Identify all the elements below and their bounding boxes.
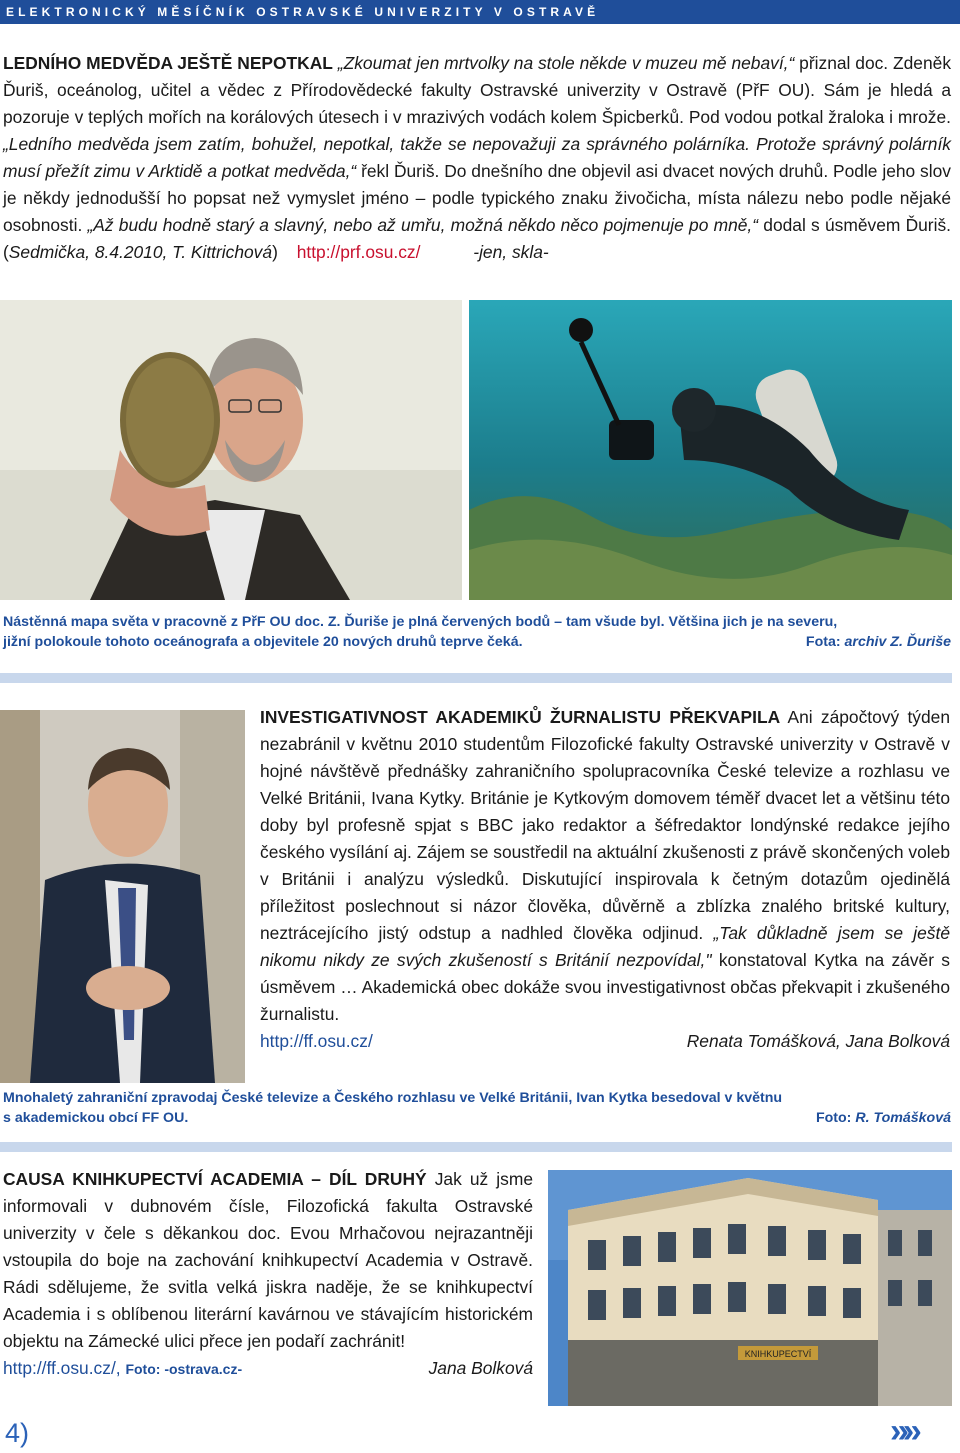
article2-link[interactable]: http://ff.osu.cz/ xyxy=(260,1031,373,1051)
article2-caption-line1: Mnohaletý zahraniční zpravodaj České televize a Českého rozhlasu ve Velké Británii, Ivan Kytka besedoval v květnu xyxy=(3,1090,783,1106)
article1-quote1: „Zkoumat jen mrtvolky na stole někde v muzeu mě nebaví,“ xyxy=(337,53,795,73)
article1-headline: LEDNÍHO MEDVĚDA JEŠTĚ NEPOTKAL xyxy=(3,53,333,73)
article2-text1: Ani zápočtový týden nezabránil v květnu 2010 studentům Filozofické fakulty Ostravské univerzity v Ostravě v hojné návštěvě přednášky zahraničního spolupracovníka České televize a rozhlasu ve Velké Británii, Ivana Kytky. Británie je Kytkovým domovem téměř dvacet let a většinu této doby byl profesně spjat s BBC jako redaktor a šéfredaktor londýnské redakce jejího českého vysílání aj. Zájem se soustředil na aktuální zkušenosti z právě skončených voleb v Británii i analýzu výsledků. Diskutující inspirovala k četným dotazům ojedinělá příležitost poslechnout si názor člověka, důvěrně a zblízka znalého britské kultury, neztrácejícího jistý odstup a nadhled člověka odjinud. xyxy=(260,707,951,943)
article2-text2: konstatoval Kytka na závěr s úsměvem … Akademická obec dokáže svou investigativnost občas překvapit i zkušeného žurnalistu. xyxy=(260,950,950,1024)
masthead-title: ELEKTRONICKÝ MĚSÍČNÍK OSTRAVSKÉ UNIVERZITY V OSTRAVĚ xyxy=(6,5,600,19)
article2-authors: Renata Tomášková, Jana Bolková xyxy=(686,1031,950,1051)
next-page-arrows-icon[interactable]: »» xyxy=(890,1412,916,1450)
article1-text3: dodal s úsměvem Ďuriš. ( xyxy=(3,215,951,262)
article3-text: Jak už jsme informovali v dubnovém čísle, Filozofická fakulta Ostravské univerzity v čele s děkankou doc. Evou Mrhačovou nejrazantněji vstoupila do boje na zachování knihkupectví Academia v Ostravě. Rádi sdělujeme, že svitla velká jiskra naděje, že se knihkupectví Academia i s oblíbenou literární kavárnou ve stávajícím historickém objektu na Zámecké ulici přece jen podaří zachránit! xyxy=(3,1169,533,1351)
photo-ivan-kytka xyxy=(0,710,245,1083)
article1-text2: řekl Ďuriš. Do dnešního dne objevil asi dvacet nových druhů. Podle jeho slov je někdy jednodušší ho popsat než vymyslet jméno – podle typického znaku živočicha, místa nálezu nebo podle nějaké osobnosti. xyxy=(3,161,951,235)
article-polar-bear xyxy=(3,50,951,266)
article-journalist xyxy=(260,704,950,1055)
article2-caption-line2: s akademickou obcí FF OU. xyxy=(3,1110,189,1126)
article1-caption xyxy=(3,612,951,652)
masthead-bar xyxy=(0,0,960,24)
photo-duris-durian xyxy=(0,300,462,600)
article1-text4: ) xyxy=(272,242,278,262)
article2-photo-credit-value: R. Tomášková xyxy=(855,1110,951,1126)
photo-diver xyxy=(469,300,952,600)
article2-photo-credit-label: Foto: xyxy=(815,1110,856,1126)
article-academia-bookshop xyxy=(3,1166,533,1383)
photo-academia-building xyxy=(548,1170,952,1406)
article1-caption-line1: Nástěnná mapa světa v pracovně z PřF OU doc. Z. Ďuriše je plná červených bodů – tam všude byl. Většina jich je na severu, xyxy=(3,614,838,630)
article1-quote2: „Ledního medvěda jsem zatím, bohužel, nepotkal, takže se nepovažuji za správného polárníka. Protože správný polárník musí přežít zimu v Arktidě a potkat medvěda,“ xyxy=(3,134,951,181)
article3-photo-credit: Foto: -ostrava.cz- xyxy=(125,1361,243,1377)
article1-text1: přiznal doc. Zdeněk Ďuriš, oceánolog, učitel a vědec z Přírodovědecké fakulty Ostravské univerzity v Ostravě (PřF OU). Sám je hledá a pozoruje v teplých mořích na korálových útesech i v mrazivých vodách kolem Špicberků. Pod vodou potkal žraloka i mrože. xyxy=(3,53,952,127)
article3-author: Jana Bolková xyxy=(428,1358,533,1378)
article1-photo-credit-value: archiv Z. Ďuriše xyxy=(844,634,951,650)
article2-quote: „Tak důkladně jsem se ještě nikomu nikdy ze svých zkušeností s Británií nezpovídal," xyxy=(260,923,951,970)
article1-caption-line2: jižní polokoule tohoto oceánografa a objevitele 20 nových druhů teprve čeká. xyxy=(3,634,523,650)
article3-link[interactable]: http://ff.osu.cz/, xyxy=(3,1358,121,1378)
page-number: 4) xyxy=(5,1418,30,1448)
article1-quote3: „Až budu hodně starý a slavný, nebo až umřu, možná někdo něco pojmenuje po mně,“ xyxy=(87,215,759,235)
article2-photo-credit xyxy=(816,1108,951,1128)
article2-headline: INVESTIGATIVNOST AKADEMIKŮ ŽURNALISTU PŘEKVAPILA xyxy=(260,707,781,727)
shop-sign-text: KNIHKUPECTVÍ xyxy=(744,1349,812,1359)
article1-link[interactable]: http://prf.osu.cz/ xyxy=(296,242,421,262)
article2-caption xyxy=(3,1088,951,1128)
article1-signature: -jen, skla- xyxy=(473,242,549,262)
article3-headline: CAUSA KNIHKUPECTVÍ ACADEMIA – DÍL DRUHÝ xyxy=(3,1169,427,1189)
article1-photo-credit xyxy=(806,632,951,652)
divider-rule-2 xyxy=(0,1142,952,1152)
divider-rule-1 xyxy=(0,673,952,683)
article1-source: Sedmička, 8.4.2010, T. Kittrichová xyxy=(8,242,273,262)
article1-photo-credit-label: Fota: xyxy=(805,634,845,650)
